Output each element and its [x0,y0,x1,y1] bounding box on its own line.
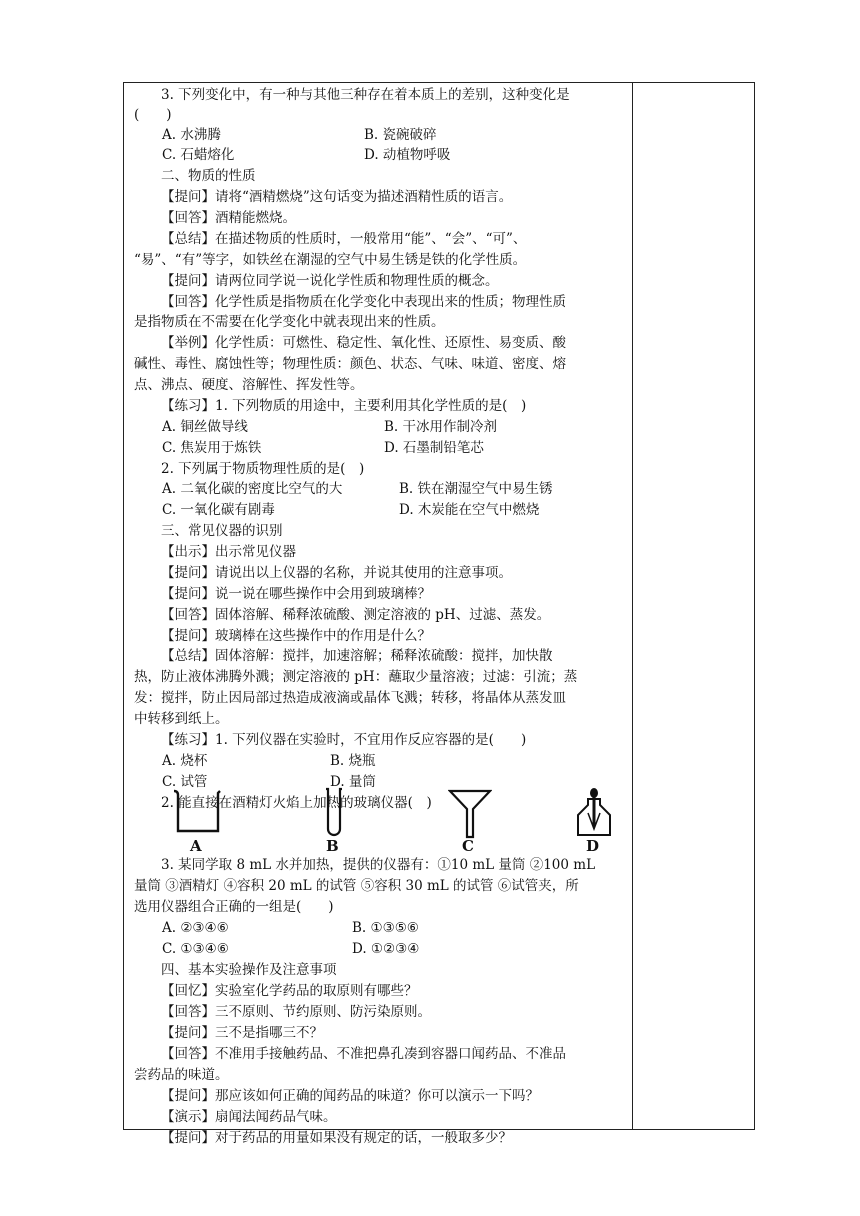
text-line: 【提问】那应该如何正确的闻药品的味道？你可以演示一下吗？ [161,1088,539,1104]
exercise-line: 2. 能直接在酒精灯火焰上加热的玻璃仪器( ) [161,795,432,811]
text-line: 【提问】玻璃棒在这些操作中的作用是什么？ [161,628,431,644]
text-line: 【回答】化学性质是指物质在化学变化中表现出来的性质；物理性质 [161,294,566,310]
figure-label-c: C [462,837,474,855]
text-line: 中转移到纸上。 [134,711,229,727]
option-d: D. 动植物呼吸 [364,147,451,163]
section-heading: 三、常见仪器的识别 [161,523,283,539]
option-d: D. 木炭能在空气中燃烧 [399,502,540,518]
text-line: 【提问】请将“酒精燃烧”这句话变为描述酒精性质的语言。 [161,189,513,205]
option-b: B. 干冰用作制冷剂 [384,419,498,435]
option-d: D. 量筒 [330,774,376,790]
exercise-line: 2. 下列属于物质物理性质的是( ) [161,461,365,477]
text-line: 是指物质在不需要在化学变化中就表现出来的性质。 [134,314,445,330]
option-c: C. 试管 [162,774,208,790]
text-line: 【回忆】实验室化学药品的取原则有哪些？ [161,983,418,999]
option-c: C. 焦炭用于炼铁 [162,440,262,456]
option-d: D. ①②③④ [352,941,420,957]
section-heading: 四、基本实验操作及注意事项 [161,962,337,978]
option-b: B. 烧瓶 [330,753,376,769]
option-a: A. 二氧化碳的密度比空气的大 [162,481,343,497]
exercise-line: 选用仪器组合正确的一组是( ) [134,899,334,915]
exercise-line: 量筒 ③酒精灯 ④容积 20 mL 的试管 ⑤容积 30 mL 的试管 ⑥试管夹，所 [134,878,579,894]
text-line: 点、沸点、硬度、溶解性、挥发性等。 [134,377,364,393]
option-a: A. 水沸腾 [162,127,221,143]
column-divider [632,83,633,1129]
text-line: 热，防止液体沸腾外溅；测定溶液的 pH：蘸取少量溶液；过滤：引流；蒸 [134,669,578,685]
exercise-line: 【练习】1. 下列物质的用途中，主要利用其化学性质的是( ) [161,398,527,414]
text-line: 【提问】请两位同学说一说化学性质和物理性质的概念。 [161,273,499,289]
option-b: B. ①③⑤⑥ [352,920,419,936]
text-line: 【提问】三不是指哪三不？ [161,1025,323,1041]
figure-label-a: A [190,837,202,855]
dropper-bottle-icon [574,787,614,839]
section-heading: 二、物质的性质 [161,168,256,184]
question-3-bracket: ( ) [134,107,172,123]
text-line: 【出示】出示常见仪器 [161,544,296,560]
option-b: B. 瓷碗破碎 [364,127,437,143]
option-b: B. 铁在潮湿空气中易生锈 [399,481,553,497]
exercise-line: 【练习】1. 下列仪器在实验时，不宜用作反应容器的是( ) [161,732,527,748]
text-line: 【演示】扇闻法闻药品气味。 [161,1109,337,1125]
option-a: A. ②③④⑥ [162,920,229,936]
text-line: 【总结】在描述物质的性质时，一般常用“能”、“会”、“可”、 [161,231,527,247]
text-line: 【提问】对于药品的用量如果没有规定的话，一般取多少？ [161,1130,512,1146]
text-line: 【举例】化学性质：可燃性、稳定性、氧化性、还原性、易变质、酸 [161,335,566,351]
beaker-icon [172,787,224,835]
text-line: 【提问】说一说在哪些操作中会用到玻璃棒？ [161,586,431,602]
text-line: 发：搅拌，防止因局部过热造成液滴或晶体飞溅；转移，将晶体从蒸发皿 [134,690,566,706]
option-a: A. 烧杯 [162,753,208,769]
option-d: D. 石墨制铅笔芯 [384,440,484,456]
text-line: “易”、“有”等字，如铁丝在潮湿的空气中易生锈是铁的化学性质。 [134,252,527,268]
text-line: 【回答】酒精能燃烧。 [161,210,296,226]
text-line: 【回答】固体溶解、稀释浓硫酸、测定溶液的 pH、过滤、蒸发。 [161,607,551,623]
text-line: 【回答】三不原则、节约原则、防污染原则。 [161,1004,431,1020]
funnel-icon [448,787,492,839]
lesson-table [123,82,755,1146]
exercise-line: 3. 某同学取 8 mL 水并加热，提供的仪器有：①10 mL 量筒 ②100 mL [161,857,596,873]
option-c: C. 一氧化碳有剧毒 [162,502,275,518]
question-3-stem: 3. 下列变化中，有一种与其他三种存在着本质上的差别，这种变化是 [161,87,570,103]
text-line: 【总结】固体溶解：搅拌，加速溶解；稀释浓硫酸：搅拌，加快散 [161,648,553,664]
option-c: C. 石蜡熔化 [162,147,235,163]
instrument-figure [158,787,628,859]
option-c: C. ①③④⑥ [162,941,229,957]
test-tube-icon [322,787,346,839]
figure-label-b: B [326,837,339,855]
text-line: 【回答】不准用手接触药品、不准把鼻孔凑到容器口闻药品、不准品 [161,1046,566,1062]
option-a: A. 铜丝做导线 [162,419,248,435]
text-line: 尝药品的味道。 [134,1067,229,1083]
text-line: 碱性、毒性、腐蚀性等；物理性质：颜色、状态、气味、味道、密度、熔 [134,356,566,372]
text-line: 【提问】请说出以上仪器的名称，并说其使用的注意事项。 [161,565,512,581]
figure-label-d: D [586,837,600,855]
